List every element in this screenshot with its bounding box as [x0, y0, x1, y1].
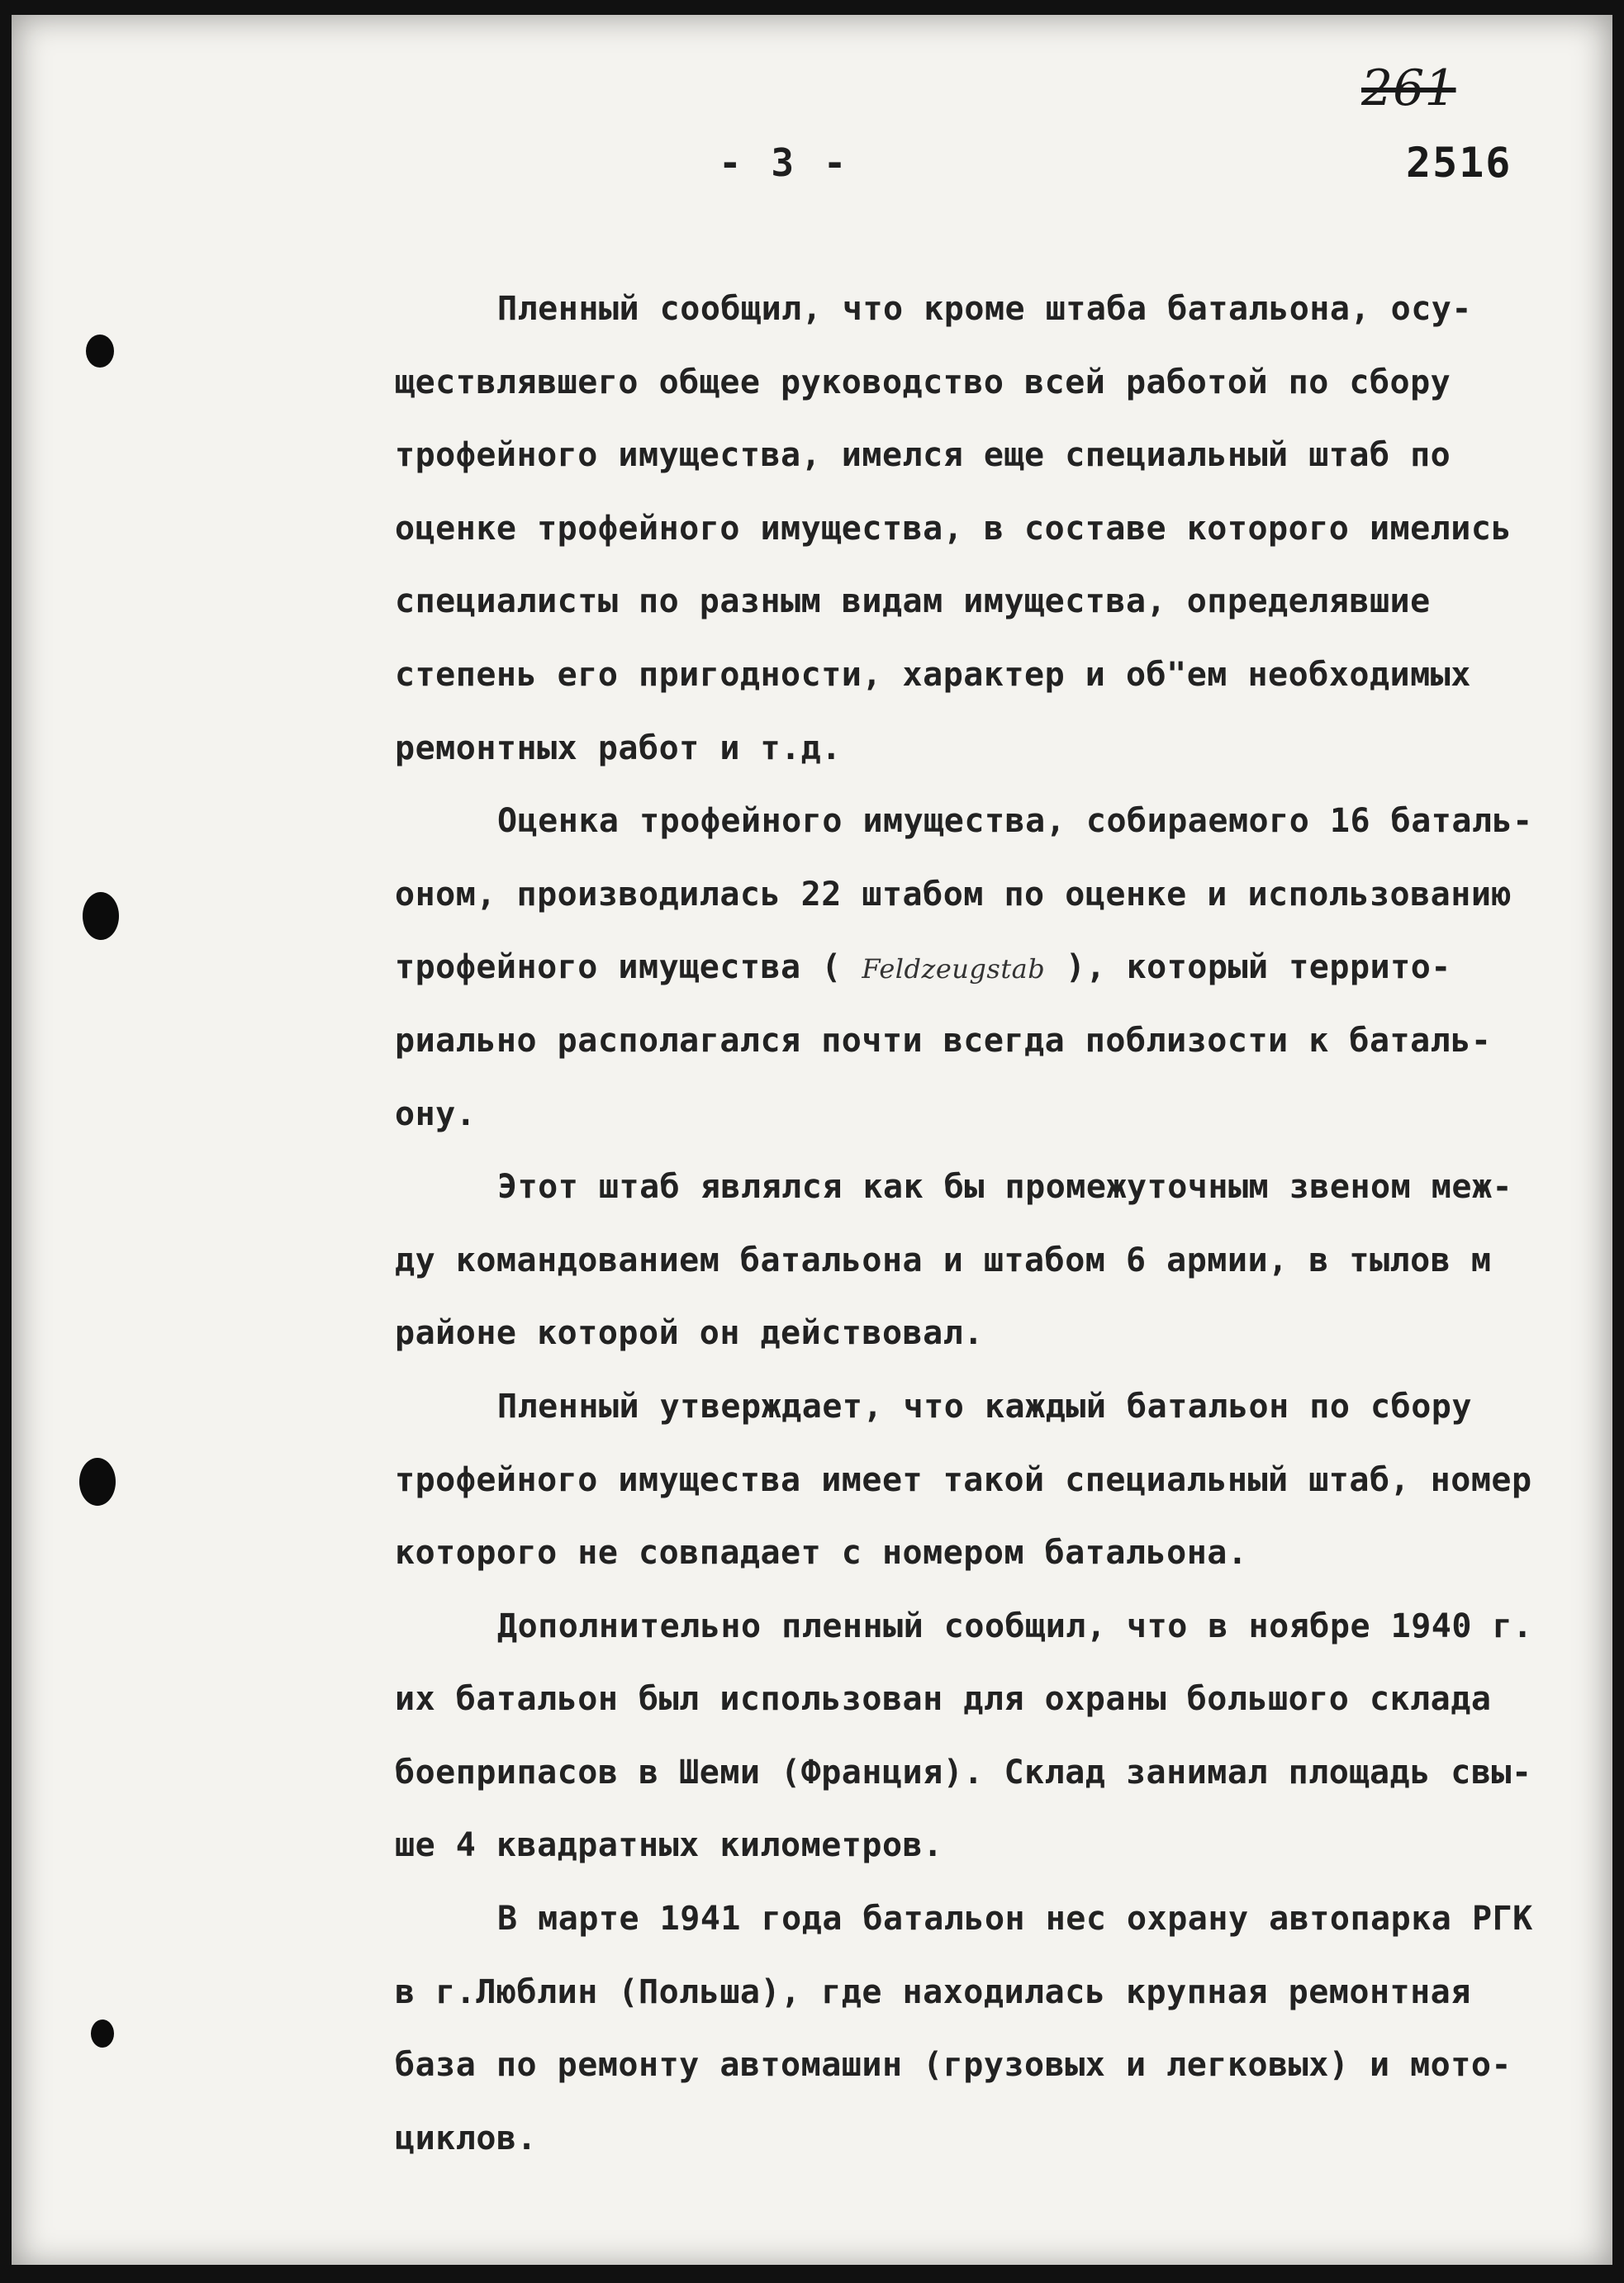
text-line: Дополнительно пленный сообщил, что в ноябре 1940 г. [497, 1607, 1533, 1645]
text-line: Пленный сообщил, что кроме штаба батальона, осу- [497, 290, 1472, 328]
text-line: Пленный утверждает, что каждый батальон по сбору [497, 1387, 1472, 1426]
text-line: ону. [395, 1094, 477, 1133]
text-line: Оценка трофейного имущества, собираемого 16 баталь- [497, 802, 1533, 841]
text-line: циклов. [395, 2119, 538, 2157]
scan-edge-top [0, 0, 1624, 15]
text-line: база по ремонту автомашин (грузовых и легковых) и мото- [395, 2046, 1512, 2085]
text-line: В марте 1941 года батальон нес охрану автопарка РГК [497, 1900, 1533, 1939]
punch-hole [86, 335, 114, 368]
text-line: боеприпасов в Шеми (Франция). Склад занимал площадь свы- [395, 1753, 1532, 1792]
text-line: Этот штаб являлся как бы промежуточным звеном меж- [497, 1168, 1513, 1207]
page-number: - 3 - [719, 140, 850, 185]
text-line: их батальон был использован для охраны большого склада [395, 1680, 1492, 1719]
text-line: ществлявшего общее руководство всей работой по сбору [395, 363, 1451, 401]
archive-number-struck: 261 [1361, 59, 1456, 117]
punch-hole [83, 892, 119, 940]
text-line [395, 931, 1568, 1004]
text-line: ше 4 квадратных километров. [395, 1826, 943, 1865]
text-line: трофейного имущества имеет такой специальный штаб, номер [395, 1460, 1532, 1499]
archive-number: 2516 [1406, 139, 1512, 187]
text-line: ремонтных работ и т.д. [395, 729, 842, 767]
text-line: степень его пригодности, характер и об"ем необходимых [395, 655, 1471, 694]
text-line: специалисты по разным видам имущества, определявшие [395, 582, 1431, 621]
punch-hole [91, 2020, 114, 2048]
handwritten-insertion: Feldzeugstab [862, 953, 1046, 985]
text-line: оном, производилась 22 штабом по оценке и использованию [395, 875, 1512, 914]
scan-edge-bottom [0, 2265, 1624, 2283]
text-line: риально располагался почти всегда поблизости к баталь- [395, 1021, 1492, 1060]
text-line: оценке трофейного имущества, в составе которого имелись [395, 509, 1512, 548]
text-fragment: трофейного имущества ( [395, 948, 862, 987]
text-line: в г.Люблин (Польша), где находилась крупная ремонтная [395, 1972, 1471, 2011]
text-fragment: ), который террито- [1045, 948, 1451, 987]
document-body [395, 273, 1568, 2175]
punch-hole [79, 1458, 116, 1506]
text-line: которого не совпадает с номером батальона. [395, 1534, 1248, 1573]
text-line: трофейного имущества, имелся еще специальный штаб по [395, 436, 1451, 475]
text-line: районе которой он действовал. [395, 1314, 984, 1353]
text-line: ду командованием батальона и штабом 6 армии, в тылов м [395, 1241, 1492, 1279]
